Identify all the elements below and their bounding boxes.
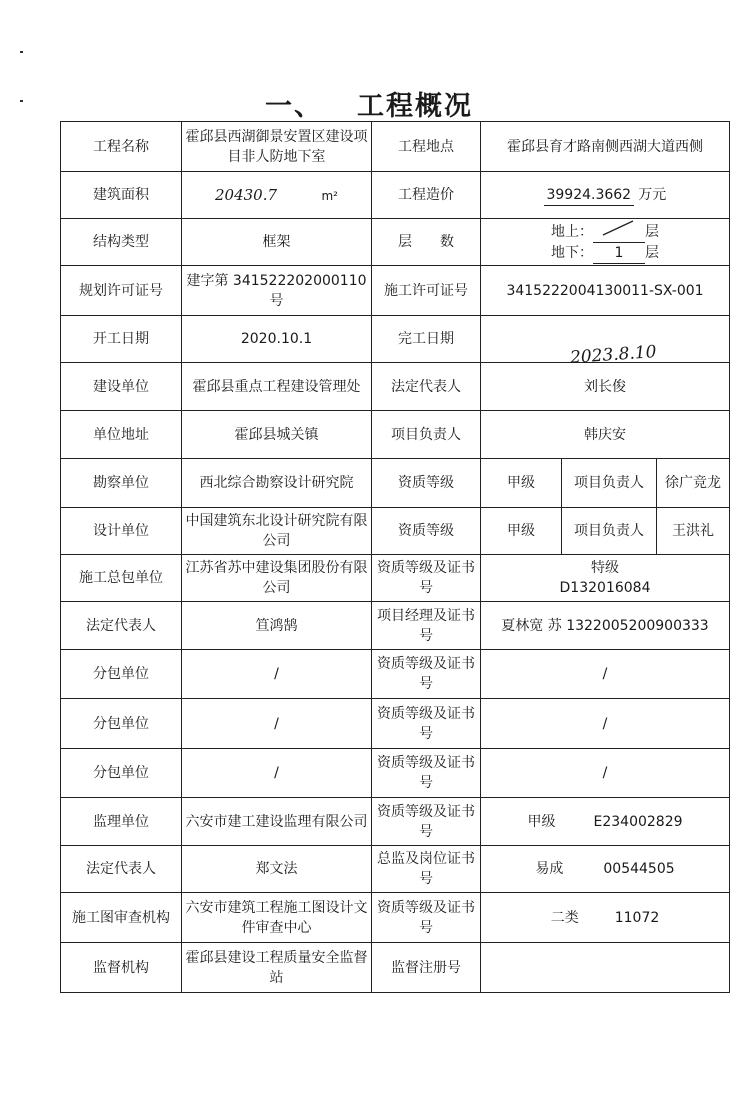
label-supervisor-grade: 资质等级及证书号 <box>372 798 481 846</box>
value-supervisor-legal-rep: 郑文法 <box>182 846 372 893</box>
label-end-date: 完工日期 <box>372 316 481 363</box>
value-contractor-grade <box>481 555 730 602</box>
scan-mark <box>20 51 23 53</box>
row-area <box>61 172 730 219</box>
chief-supervisor-cert: 00544505 <box>603 861 675 877</box>
value-oversight-reg <box>481 943 730 993</box>
label-review-agency: 施工图审查机构 <box>61 893 182 943</box>
label-project-manager: 项目经理及证书号 <box>372 602 481 650</box>
value-subcontractor-3: / <box>182 749 372 798</box>
label-oversight-reg: 监督注册号 <box>372 943 481 993</box>
label-floors: 层 数 <box>372 219 481 266</box>
label-project-name: 工程名称 <box>61 122 182 172</box>
project-overview-table <box>60 121 730 993</box>
label-builder-legal-rep: 法定代表人 <box>372 363 481 411</box>
value-start-date: 2020.10.1 <box>182 316 372 363</box>
value-project-lead: 韩庆安 <box>481 411 730 459</box>
label-subcontractor-3-grade: 资质等级及证书号 <box>372 749 481 798</box>
area-unit: m² <box>321 188 338 203</box>
label-contractor: 施工总包单位 <box>61 555 182 602</box>
value-builder-legal-rep: 刘长俊 <box>481 363 730 411</box>
label-subcontractor-1-grade: 资质等级及证书号 <box>372 650 481 699</box>
value-unit-address: 霍邱县城关镇 <box>182 411 372 459</box>
floors-below-label: 地下： <box>551 245 594 261</box>
floors-below-value: 1 <box>593 243 645 264</box>
label-unit-address: 单位地址 <box>61 411 182 459</box>
value-subcontractor-2-grade: / <box>481 699 730 749</box>
contractor-cert: D132016084 <box>559 580 651 596</box>
value-building-area <box>182 172 372 219</box>
floors-above-label: 地上： <box>551 224 594 240</box>
label-survey-pm: 项目负责人 <box>562 459 657 508</box>
label-design-pm: 项目负责人 <box>562 508 657 555</box>
row-permits <box>61 266 730 316</box>
value-design-unit: 中国建筑东北设计研究院有限公司 <box>182 508 372 555</box>
label-oversight-agency: 监督机构 <box>61 943 182 993</box>
row-review <box>61 893 730 943</box>
value-construction-permit: 3415222004130011-SX-001 <box>481 266 730 316</box>
value-project-location: 霍邱县育才路南侧西湖大道西侧 <box>481 122 730 172</box>
floors-below-unit: 层 <box>645 245 660 261</box>
value-subcontractor-3-grade: / <box>481 749 730 798</box>
review-cert: 11072 <box>614 909 660 926</box>
supervisor-cert: E234002829 <box>593 813 683 830</box>
area-handwritten: 20430.7 <box>215 185 278 204</box>
value-review-agency: 六安市建筑工程施工图设计文件审查中心 <box>182 893 372 943</box>
value-supervisor-grade <box>481 798 730 846</box>
label-chief-supervisor: 总监及岗位证书号 <box>372 846 481 893</box>
row-legal <box>61 602 730 650</box>
value-survey-grade: 甲级 <box>481 459 562 508</box>
label-structure-type: 结构类型 <box>61 219 182 266</box>
label-builder: 建设单位 <box>61 363 182 411</box>
contractor-grade: 特级 <box>591 560 620 576</box>
cost-unit: 万元 <box>638 186 667 203</box>
label-subcontractor-1: 分包单位 <box>61 650 182 699</box>
value-structure-type: 框架 <box>182 219 372 266</box>
row-address <box>61 411 730 459</box>
row-subcontractor-1 <box>61 650 730 699</box>
label-review-grade: 资质等级及证书号 <box>372 893 481 943</box>
row-builder <box>61 363 730 411</box>
title-number: 一、 <box>265 91 323 122</box>
floors-above-unit: 层 <box>645 224 660 240</box>
slash-mark-icon <box>593 220 645 236</box>
label-subcontractor-2: 分包单位 <box>61 699 182 749</box>
value-project-name: 霍邱县西湖御景安置区建设项目非人防地下室 <box>182 122 372 172</box>
value-subcontractor-2: / <box>182 699 372 749</box>
value-survey-unit: 西北综合勘察设计研究院 <box>182 459 372 508</box>
supervisor-grade: 甲级 <box>527 813 556 830</box>
row-supervisor-legal <box>61 846 730 893</box>
row-subcontractor-3 <box>61 749 730 798</box>
label-subcontractor-3: 分包单位 <box>61 749 182 798</box>
value-planning-permit: 建字第 341522202000110 号 <box>182 266 372 316</box>
floors-below <box>484 243 726 264</box>
value-oversight-agency: 霍邱县建设工程质量安全监督站 <box>182 943 372 993</box>
row-design <box>61 508 730 555</box>
row-subcontractor-2 <box>61 699 730 749</box>
row-structure <box>61 219 730 266</box>
row-supervisor <box>61 798 730 846</box>
value-subcontractor-1-grade: / <box>481 650 730 699</box>
row-survey <box>61 459 730 508</box>
label-project-lead: 项目负责人 <box>372 411 481 459</box>
label-start-date: 开工日期 <box>61 316 182 363</box>
value-legal-rep: 笪鸿鹄 <box>182 602 372 650</box>
value-builder: 霍邱县重点工程建设管理处 <box>182 363 372 411</box>
chief-supervisor-name: 易成 <box>535 861 564 877</box>
label-design-unit: 设计单位 <box>61 508 182 555</box>
value-project-cost <box>481 172 730 219</box>
label-supervisor-legal-rep: 法定代表人 <box>61 846 182 893</box>
value-subcontractor-1: / <box>182 650 372 699</box>
label-project-cost: 工程造价 <box>372 172 481 219</box>
title-text: 工程概况 <box>357 91 473 122</box>
label-building-area: 建筑面积 <box>61 172 182 219</box>
label-survey-grade: 资质等级 <box>372 459 481 508</box>
cost-amount: 39924.3662 <box>544 185 634 206</box>
label-legal-rep: 法定代表人 <box>61 602 182 650</box>
value-survey-pm: 徐广竞龙 <box>657 459 730 508</box>
floors-above-value <box>593 220 645 243</box>
value-chief-supervisor <box>481 846 730 893</box>
floors-above <box>484 220 726 243</box>
label-survey-unit: 勘察单位 <box>61 459 182 508</box>
value-floors <box>481 219 730 266</box>
label-construction-permit: 施工许可证号 <box>372 266 481 316</box>
value-project-manager: 夏林宽 苏 1322005200900333 <box>481 602 730 650</box>
label-contractor-grade: 资质等级及证书号 <box>372 555 481 602</box>
page-title <box>265 84 473 123</box>
value-design-pm: 王洪礼 <box>657 508 730 555</box>
row-oversight <box>61 943 730 993</box>
review-grade: 二类 <box>550 909 579 926</box>
value-supervisor: 六安市建工建设监理有限公司 <box>182 798 372 846</box>
value-review-grade <box>481 893 730 943</box>
value-design-grade: 甲级 <box>481 508 562 555</box>
label-planning-permit: 规划许可证号 <box>61 266 182 316</box>
label-supervisor: 监理单位 <box>61 798 182 846</box>
row-project-name <box>61 122 730 172</box>
label-design-grade: 资质等级 <box>372 508 481 555</box>
scan-mark <box>20 100 23 102</box>
label-project-location: 工程地点 <box>372 122 481 172</box>
row-contractor <box>61 555 730 602</box>
label-subcontractor-2-grade: 资质等级及证书号 <box>372 699 481 749</box>
value-contractor: 江苏省苏中建设集团股份有限公司 <box>182 555 372 602</box>
handwritten-end-date: 2023.8.10 <box>569 342 658 368</box>
